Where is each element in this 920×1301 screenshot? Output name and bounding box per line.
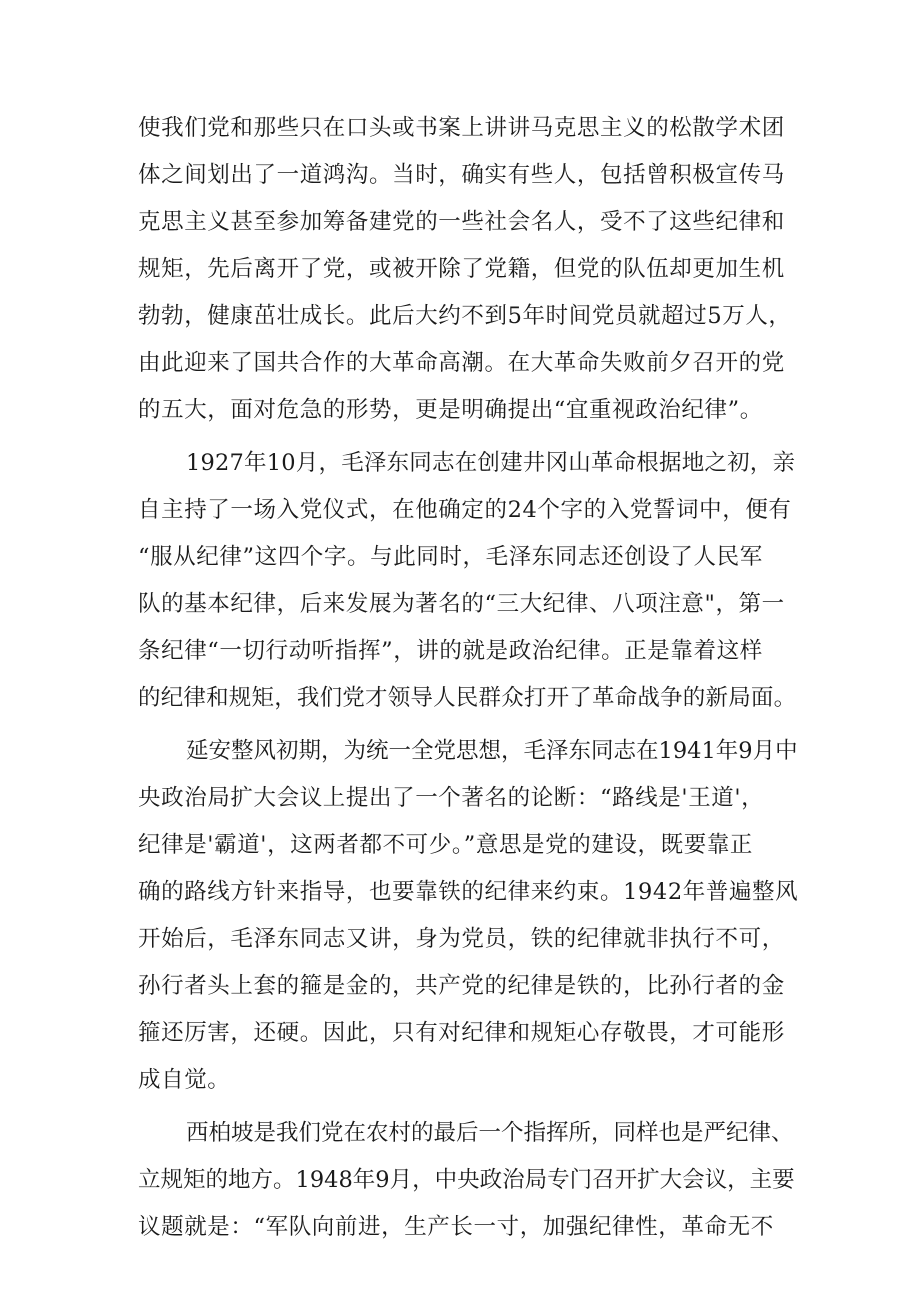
paragraph-4-line-1: 西柏坡是我们党在农村的最后一个指挥所，同样也是严纪律、: [186, 1120, 794, 1146]
paragraph-3-line-7: 箍还厉害，还硬。因此，只有对纪律和规矩心存敬畏，才可能形: [138, 1020, 785, 1046]
paragraph-2-line-5: 条纪律“一切行动听指挥”，讲的就是政治纪律。正是靠着这样: [138, 638, 763, 664]
paragraph-4-line-2: 立规矩的地方。1948年9月，中央政治局专门召开扩大会议，主要: [138, 1167, 795, 1193]
paragraph-2-line-1: 1927年10月，毛泽东同志在创建井冈山革命根据地之初，亲: [186, 450, 796, 476]
paragraph-3-line-4: 确的路线方针来指导，也要靠铁的纪律来约束。1942年普遍整风: [138, 879, 799, 905]
paragraph-3-line-8: 成自觉。: [138, 1067, 231, 1093]
paragraph-1-line-4: 规矩，先后离开了党，或被开除了党籍，但党的队伍却更加生机: [138, 256, 785, 282]
paragraph-1-line-5: 勃勃，健康茁壮成长。此后大约不到5年时间党员就超过5万人，: [138, 303, 792, 329]
paragraph-2-line-6: 的纪律和规矩，我们党才领导人民群众打开了革命战争的新局面。: [138, 685, 797, 711]
paragraph-3-line-1: 延安整风初期，为统一全党思想，毛泽东同志在1941年9月中: [186, 738, 798, 764]
paragraph-3-line-2: 央政治局扩大会议上提出了一个著名的论断：“路线是'王道'，: [138, 785, 765, 811]
paragraph-3-line-3: 纪律是'霸道'，这两者都不可少。”意思是党的建设，既要靠正: [138, 832, 754, 858]
paragraph-3-line-6: 孙行者头上套的箍是金的，共产党的纪律是铁的，比孙行者的金: [138, 973, 785, 999]
paragraph-1-line-6: 由此迎来了国共合作的大革命高潮。在大革命失败前夕召开的党: [138, 350, 785, 376]
paragraph-1-line-2: 体之间划出了一道鸿沟。当时，确实有些人，包括曾积极宣传马: [138, 162, 785, 188]
paragraph-3-line-5: 开始后，毛泽东同志又讲，身为党员，铁的纪律就非执行不可，: [138, 926, 785, 952]
paragraph-2-line-2: 自主持了一场入党仪式，在他确定的24个字的入党誓词中，便有: [138, 497, 792, 523]
paragraph-2-line-3: “服从纪律”这四个字。与此同时，毛泽东同志还创设了人民军: [138, 544, 763, 570]
paragraph-1-line-1: 使我们党和那些只在口头或书案上讲讲马克思主义的松散学术团: [138, 115, 785, 141]
paragraph-4-line-3: 议题就是：“军队向前进，生产长一寸，加强纪律性，革命无不: [138, 1214, 774, 1240]
paragraph-2-line-4: 队的基本纪律，后来发展为著名的“三大纪律、八项注意"，第一: [138, 591, 785, 617]
paragraph-1-line-7: 的五大，面对危急的形势，更是明确提出“宜重视政治纪律”。: [138, 397, 763, 423]
paragraph-1-line-3: 克思主义甚至参加筹备建党的一些社会名人，受不了这些纪律和: [138, 209, 785, 235]
